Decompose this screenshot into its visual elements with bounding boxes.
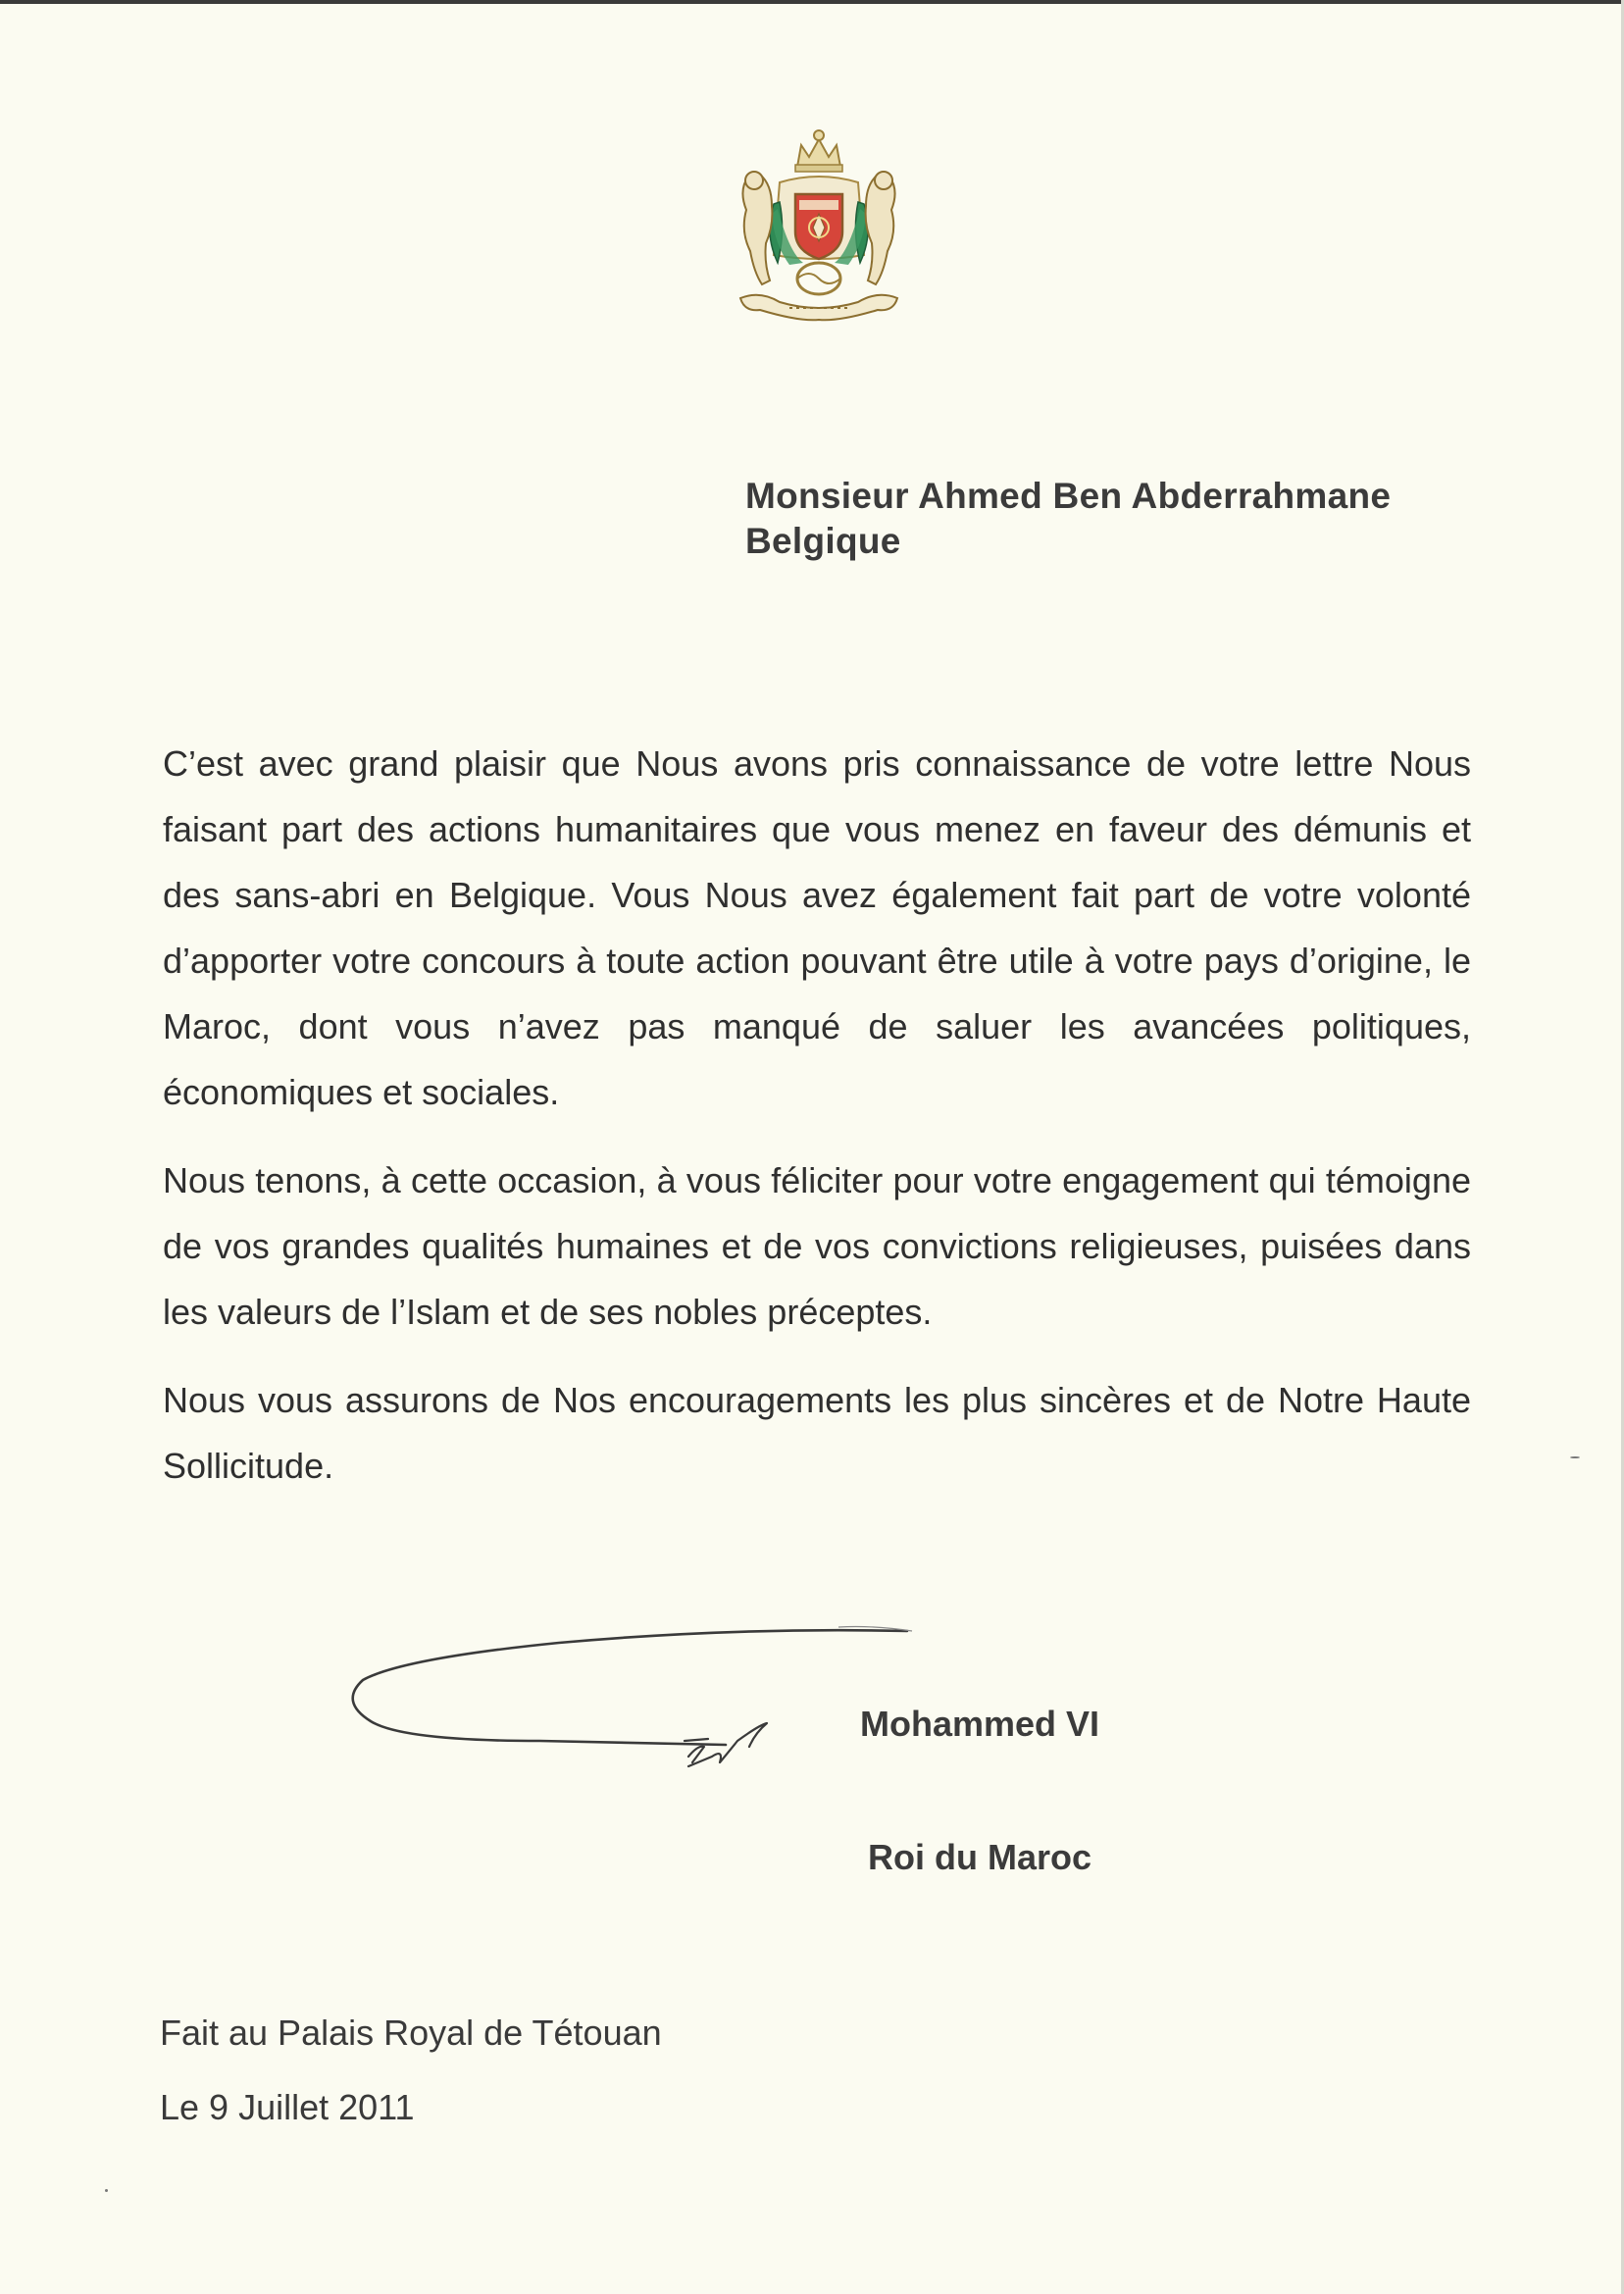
letter-body bbox=[163, 731, 1471, 1499]
signer-title: Roi du Maroc bbox=[868, 1837, 1092, 1877]
body-paragraph-1: C’est avec grand plaisir que Nous avons pris connaissance de votre lettre Nous faisant part des actions humanitaires que vous menez en faveur des démunis et des sans-abri en Belgique. Vous Nous avez également fait part de votre volonté d’apporter votre concours à toute action pouvant être utile à votre pays d’origine, le Maroc, dont vous n’avez pas manqué de saluer les avancées politiques, économiques et sociales. bbox=[163, 743, 1471, 1112]
page-top-edge bbox=[0, 0, 1624, 4]
royal-coat-of-arms-icon bbox=[721, 116, 917, 327]
left-lion-icon bbox=[742, 172, 772, 284]
scan-mark bbox=[1570, 1456, 1580, 1458]
recipient-block bbox=[745, 474, 1391, 564]
scan-mark bbox=[105, 2189, 108, 2192]
body-paragraph-3: Nous vous assurons de Nos encouragements les plus sincères et de Notre Haute Sollicitude. bbox=[163, 1380, 1471, 1486]
recipient-country: Belgique bbox=[745, 521, 901, 561]
signer-name: Mohammed VI bbox=[860, 1704, 1100, 1744]
date-line: Le 9 Juillet 2011 bbox=[160, 2087, 415, 2127]
crown-icon bbox=[795, 130, 842, 172]
place-line: Fait au Palais Royal de Tétouan bbox=[160, 2013, 662, 2053]
right-lion-icon bbox=[866, 172, 895, 284]
handwritten-signature-icon bbox=[343, 1623, 932, 1819]
body-paragraph-2: Nous tenons, à cette occasion, à vous féliciter pour votre engagement qui témoigne de vos grandes qualités humaines et de vos convictions religieuses, puisées dans les valeurs de l’Islam et de ses nobles préceptes. bbox=[163, 1160, 1471, 1332]
recipient-name: Monsieur Ahmed Ben Abderrahmane bbox=[745, 476, 1392, 516]
